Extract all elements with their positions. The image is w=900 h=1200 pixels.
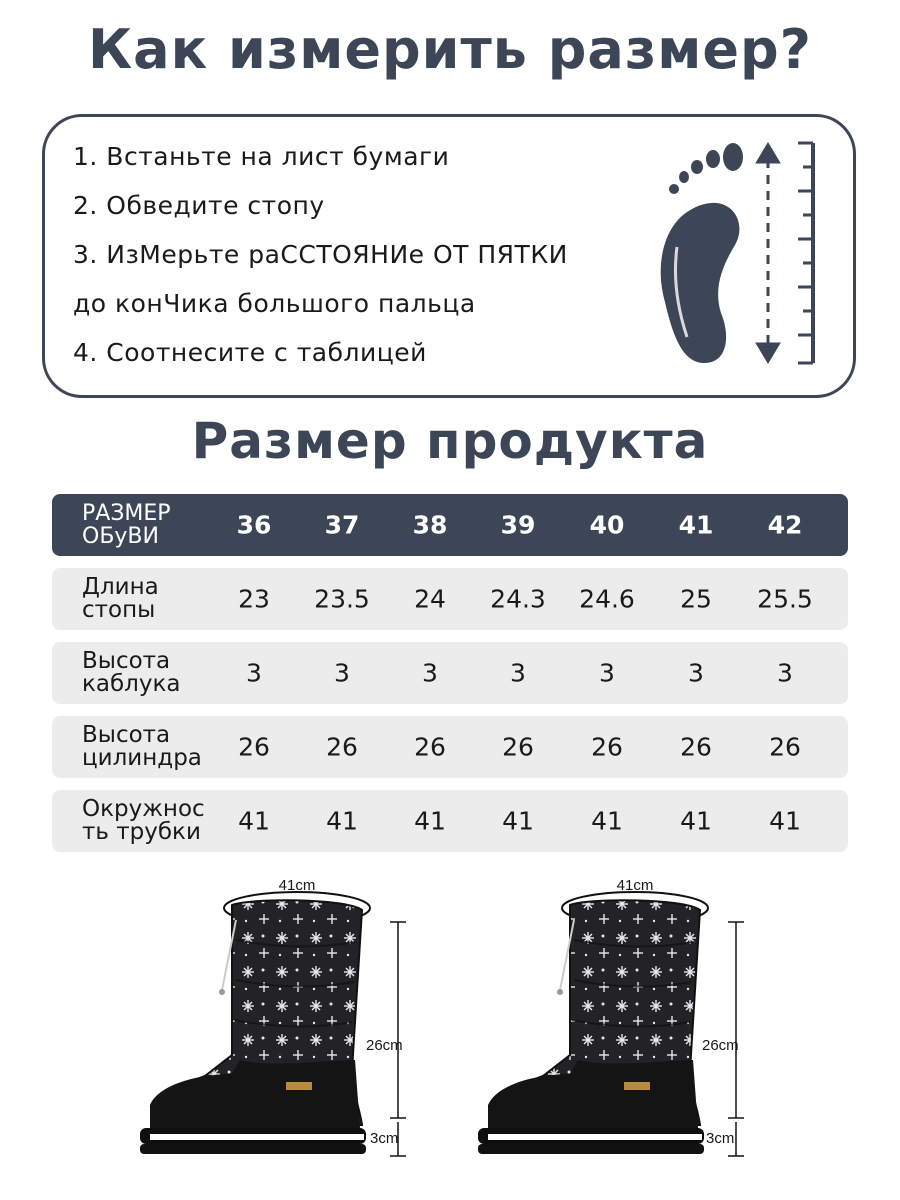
shaft-height-label: 26cm	[702, 1037, 739, 1054]
value-cell: 41	[502, 806, 534, 836]
boot-right	[478, 877, 744, 1156]
table-row	[52, 568, 848, 630]
heel-height-label: 3cm	[370, 1130, 399, 1147]
value-cell: 26	[591, 732, 623, 762]
step-3-continued: до конЧика большого пальца	[73, 289, 476, 318]
row-label: РАЗМЕР ОБуВИ	[82, 501, 171, 549]
circumference-label: 41cm	[278, 877, 316, 894]
value-cell: 3	[599, 658, 615, 688]
value-cell: 25	[680, 584, 712, 614]
value-cell: 41	[326, 806, 358, 836]
boot-left	[140, 877, 406, 1156]
table-row	[52, 642, 848, 704]
value-cell: 24	[414, 584, 446, 614]
step-1: 1. Встаньте на лист бумаги	[73, 142, 450, 171]
value-cell: 26	[238, 732, 270, 762]
value-cell: 41	[680, 806, 712, 836]
step-3: 3. ИзМерьте раССТОЯНИе ОТ ПЯТКИ	[73, 240, 568, 269]
boots-illustration	[0, 860, 900, 1200]
value-cell: 26	[680, 732, 712, 762]
ruler-icon	[798, 143, 813, 363]
value-cell: 3	[246, 658, 262, 688]
value-cell: 26	[414, 732, 446, 762]
size-cell: 36	[236, 510, 272, 540]
value-cell: 41	[769, 806, 801, 836]
value-cell: 24.3	[490, 584, 546, 614]
size-cell: 42	[767, 510, 803, 540]
steps-list	[73, 137, 568, 382]
value-cell: 41	[591, 806, 623, 836]
value-cell: 3	[334, 658, 350, 688]
size-cell: 41	[678, 510, 714, 540]
row-label: Окружнос ть трубки	[82, 796, 205, 845]
brand-tag	[286, 1082, 312, 1090]
value-cell: 26	[502, 732, 534, 762]
circumference-label: 41cm	[616, 877, 654, 894]
step-2: 2. Обведите стопу	[73, 191, 325, 220]
footprint-icon	[661, 143, 743, 363]
instructions-card	[42, 114, 856, 398]
brand-tag	[624, 1082, 650, 1090]
value-cell: 3	[688, 658, 704, 688]
table-header-row	[52, 494, 848, 556]
row-label: Длина стопы	[82, 574, 159, 623]
row-label: Высота каблука	[82, 648, 181, 697]
table-title: Размер продукта	[191, 412, 709, 470]
value-cell: 3	[777, 658, 793, 688]
table-row	[52, 716, 848, 778]
value-cell: 26	[769, 732, 801, 762]
value-cell: 3	[510, 658, 526, 688]
value-cell: 24.6	[579, 584, 635, 614]
shaft-height-label: 26cm	[366, 1037, 403, 1054]
foot-measure-icon	[643, 137, 843, 377]
value-cell: 41	[414, 806, 446, 836]
value-cell: 3	[422, 658, 438, 688]
page-title: Как измерить размер?	[88, 18, 812, 81]
row-label: Высота цилиндра	[82, 722, 202, 771]
value-cell: 41	[238, 806, 270, 836]
heel-height-label: 3cm	[706, 1130, 735, 1147]
value-cell: 25.5	[757, 584, 813, 614]
size-cell: 38	[412, 510, 448, 540]
value-cell: 23	[238, 584, 270, 614]
step-4: 4. Соотнесите с таблицей	[73, 338, 427, 367]
size-cell: 40	[589, 510, 625, 540]
measure-arrow-icon	[756, 143, 780, 363]
value-cell: 26	[326, 732, 358, 762]
size-cell: 37	[324, 510, 360, 540]
table-row	[52, 790, 848, 852]
size-cell: 39	[500, 510, 536, 540]
value-cell: 23.5	[314, 584, 370, 614]
